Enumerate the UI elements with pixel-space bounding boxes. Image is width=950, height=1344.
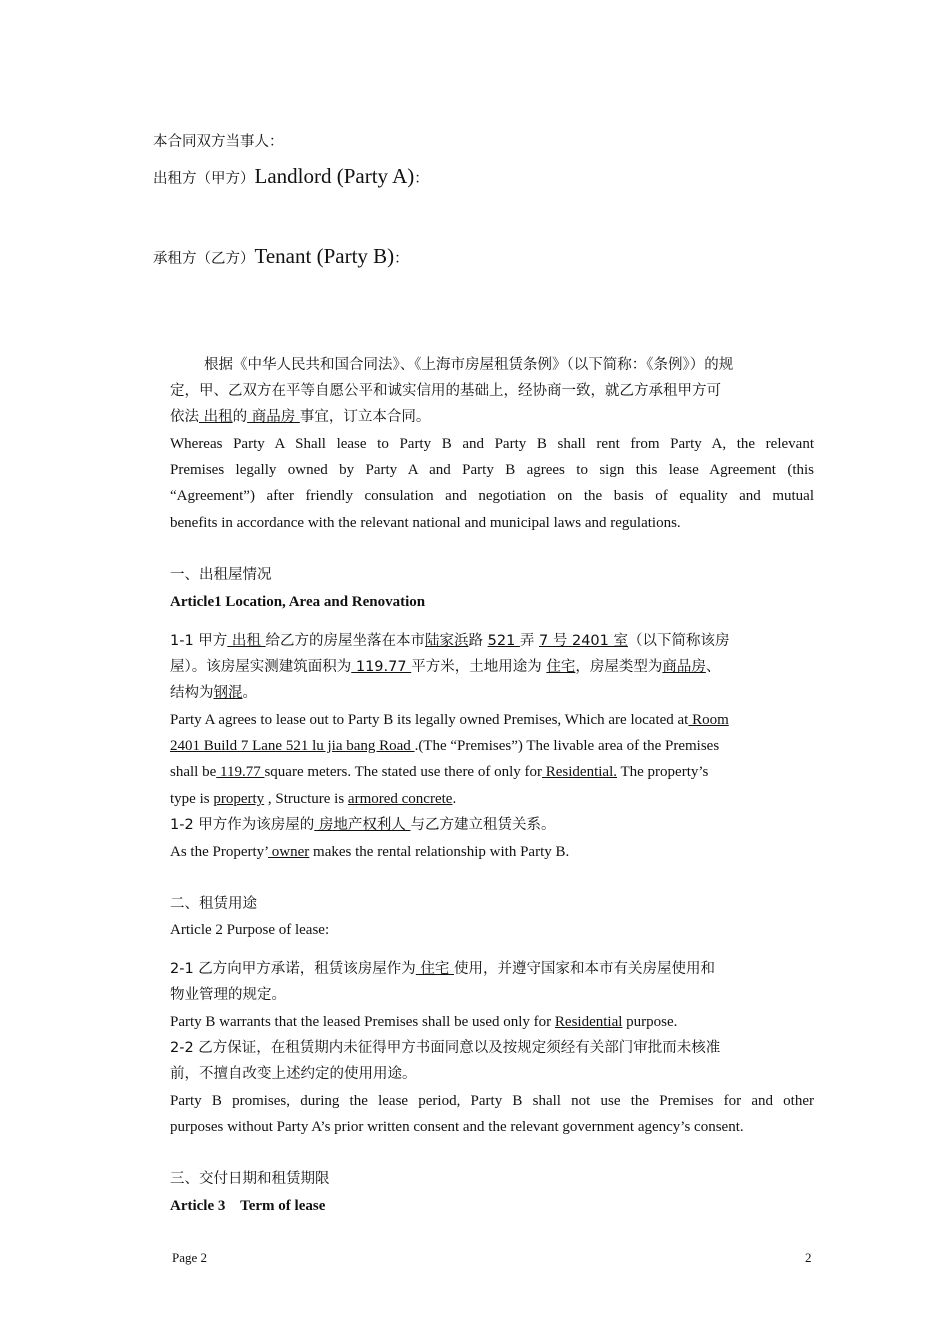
text: makes the rental relationship with Party B.	[309, 844, 570, 860]
blank: 钢混	[213, 685, 243, 701]
article2-2-zh-line-1: 2-2 乙方保证，在租赁期内未征得甲方书面同意以及按规定须经有关部门审批而未核准	[170, 1040, 721, 1056]
blank: Residential.	[542, 764, 617, 780]
text: 与乙方建立租赁关系。	[410, 817, 556, 833]
blank: 出租	[227, 633, 266, 649]
preamble-en-line-3: “Agreement”) after friendly consulation and negotiation on the basis of equality and mutual	[170, 488, 814, 504]
text: 2-1 乙方向甲方承诺，租赁该房屋作为	[170, 961, 416, 977]
text: 、	[705, 659, 721, 675]
landlord-label-zh: 出租方（甲方）	[153, 171, 255, 187]
blank: 房地产权利人	[314, 817, 411, 833]
lease-type-blank: 出租	[199, 409, 233, 425]
article1-1-zh-line-3	[170, 683, 257, 703]
article3-heading-zh: 三、交付日期和租赁期限	[170, 1171, 330, 1187]
tenant-label-zh: 承租方（乙方）	[153, 251, 255, 267]
text: 结构为	[170, 685, 214, 701]
text: Party B warrants that the leased Premises shall be used only for	[170, 1014, 555, 1030]
article1-1-zh-line-2	[170, 657, 720, 677]
text: ，房屋类型为	[575, 659, 663, 675]
article1-1-en-line-1	[170, 710, 729, 730]
article1-1-zh-line-1	[170, 631, 730, 651]
preamble-en-line-4: benefits in accordance with the relevant national and municipal laws and regulations.	[170, 515, 681, 531]
text: 路	[468, 633, 488, 649]
text: .(The “Premises”) The livable area of the Premises	[414, 738, 720, 754]
article1-2-en	[170, 842, 569, 862]
text: 弄	[519, 633, 540, 649]
blank: 商品房	[662, 659, 706, 675]
text: 依法	[170, 409, 199, 425]
article1-1-en-line-4	[170, 789, 456, 809]
blank: owner	[268, 844, 310, 860]
text: The property’s	[617, 764, 709, 780]
text: 1-2 甲方作为该房屋的	[170, 817, 315, 833]
tenant-label-en: Tenant (Party B)	[254, 244, 395, 268]
article2-heading-en: Article 2 Purpose of lease:	[170, 922, 330, 938]
blank: Room	[688, 712, 729, 728]
article2-heading-zh: 二、租赁用途	[170, 896, 257, 912]
preamble-zh-line-2: 定，甲、乙双方在平等自愿公平和诚实信用的基础上，经协商一致，就乙方承租甲方可	[170, 383, 721, 399]
article2-2-zh-line-2: 前，不擅自改变上述约定的使用用途。	[170, 1066, 417, 1082]
article2-1-zh-line-1	[170, 959, 715, 979]
blank: 住宅	[415, 961, 455, 977]
text: 。	[242, 685, 257, 701]
blank: 住宅	[546, 659, 576, 675]
text: 事宜，订立本合同。	[299, 409, 431, 425]
blank: 119.77	[351, 659, 412, 675]
text: As the Property’	[170, 844, 269, 860]
property-type-blank: 商品房	[247, 409, 300, 425]
article2-1-zh-line-2: 物业管理的规定。	[170, 987, 286, 1003]
preamble-en-line-2: Premises legally owned by Party A and Party B agrees to sign this lease Agreement (this	[170, 462, 814, 478]
article1-2-zh	[170, 815, 556, 835]
article3-heading-en: Article 3 Term of lease	[170, 1198, 326, 1214]
blank: 119.77	[216, 764, 265, 780]
article1-heading-zh: 一、出租屋情况	[170, 567, 272, 583]
text: , Structure is	[264, 791, 348, 807]
text: shall be	[170, 764, 217, 780]
blank: 陆家浜	[425, 633, 469, 649]
article2-2-en-line-1: Party B promises, during the lease period, Party B shall not use the Premises for and other	[170, 1093, 814, 1109]
text: 使用，并遵守国家和本市有关房屋使用和	[454, 961, 716, 977]
preamble-zh-line-1: 根据《中华人民共和国合同法》、《上海市房屋租赁条例》（以下简称：《条例》）的规	[204, 357, 734, 373]
blank: 7 号 2401 室	[539, 633, 628, 649]
text: type is	[170, 791, 214, 807]
tenant-colon: ：	[394, 251, 409, 267]
text: 给乙方的房屋坐落在本市	[265, 633, 426, 649]
article2-2-en-line-2: purposes without Party A’s prior written consent and the relevant government agency’s consent.	[170, 1119, 744, 1135]
article1-1-en-line-3	[170, 762, 708, 782]
blank: armored concrete	[347, 791, 453, 807]
landlord-line	[153, 166, 429, 189]
text: 的	[232, 409, 248, 425]
text: square meters. The stated use there of only for	[264, 764, 542, 780]
article2-1-en	[170, 1012, 677, 1032]
preamble-en-line-1: Whereas Party A Shall lease to Party B and Party B shall rent from Party A, the relevant	[170, 436, 814, 452]
article1-1-en-line-2	[170, 736, 719, 756]
tenant-line	[153, 246, 409, 269]
parties-intro: 本合同双方当事人：	[153, 134, 284, 150]
landlord-colon: ：	[414, 171, 429, 187]
blank: property	[213, 791, 265, 807]
landlord-label-en: Landlord (Party A)	[254, 164, 415, 188]
text: 1-1 甲方	[170, 633, 228, 649]
text: 平方米，土地用途为	[411, 659, 547, 675]
blank: 521	[487, 633, 520, 649]
preamble-zh-line-3	[170, 407, 430, 427]
article1-heading-en: Article1 Location, Area and Renovation	[170, 594, 426, 610]
text: Party A agrees to lease out to Party B its legally owned Premises, Which are located at	[170, 712, 689, 728]
text: purpose.	[622, 1014, 678, 1030]
text: .	[452, 791, 457, 807]
footer-page-label: Page 2	[172, 1250, 208, 1265]
text: 屋）。该房屋实测建筑面积为	[170, 659, 352, 675]
blank: Residential	[554, 1014, 623, 1030]
blank: 2401 Build 7 Lane 521 lu jia bang Road	[170, 738, 415, 754]
text: （以下简称该房	[628, 633, 730, 649]
footer-page-number: 2	[805, 1250, 812, 1265]
